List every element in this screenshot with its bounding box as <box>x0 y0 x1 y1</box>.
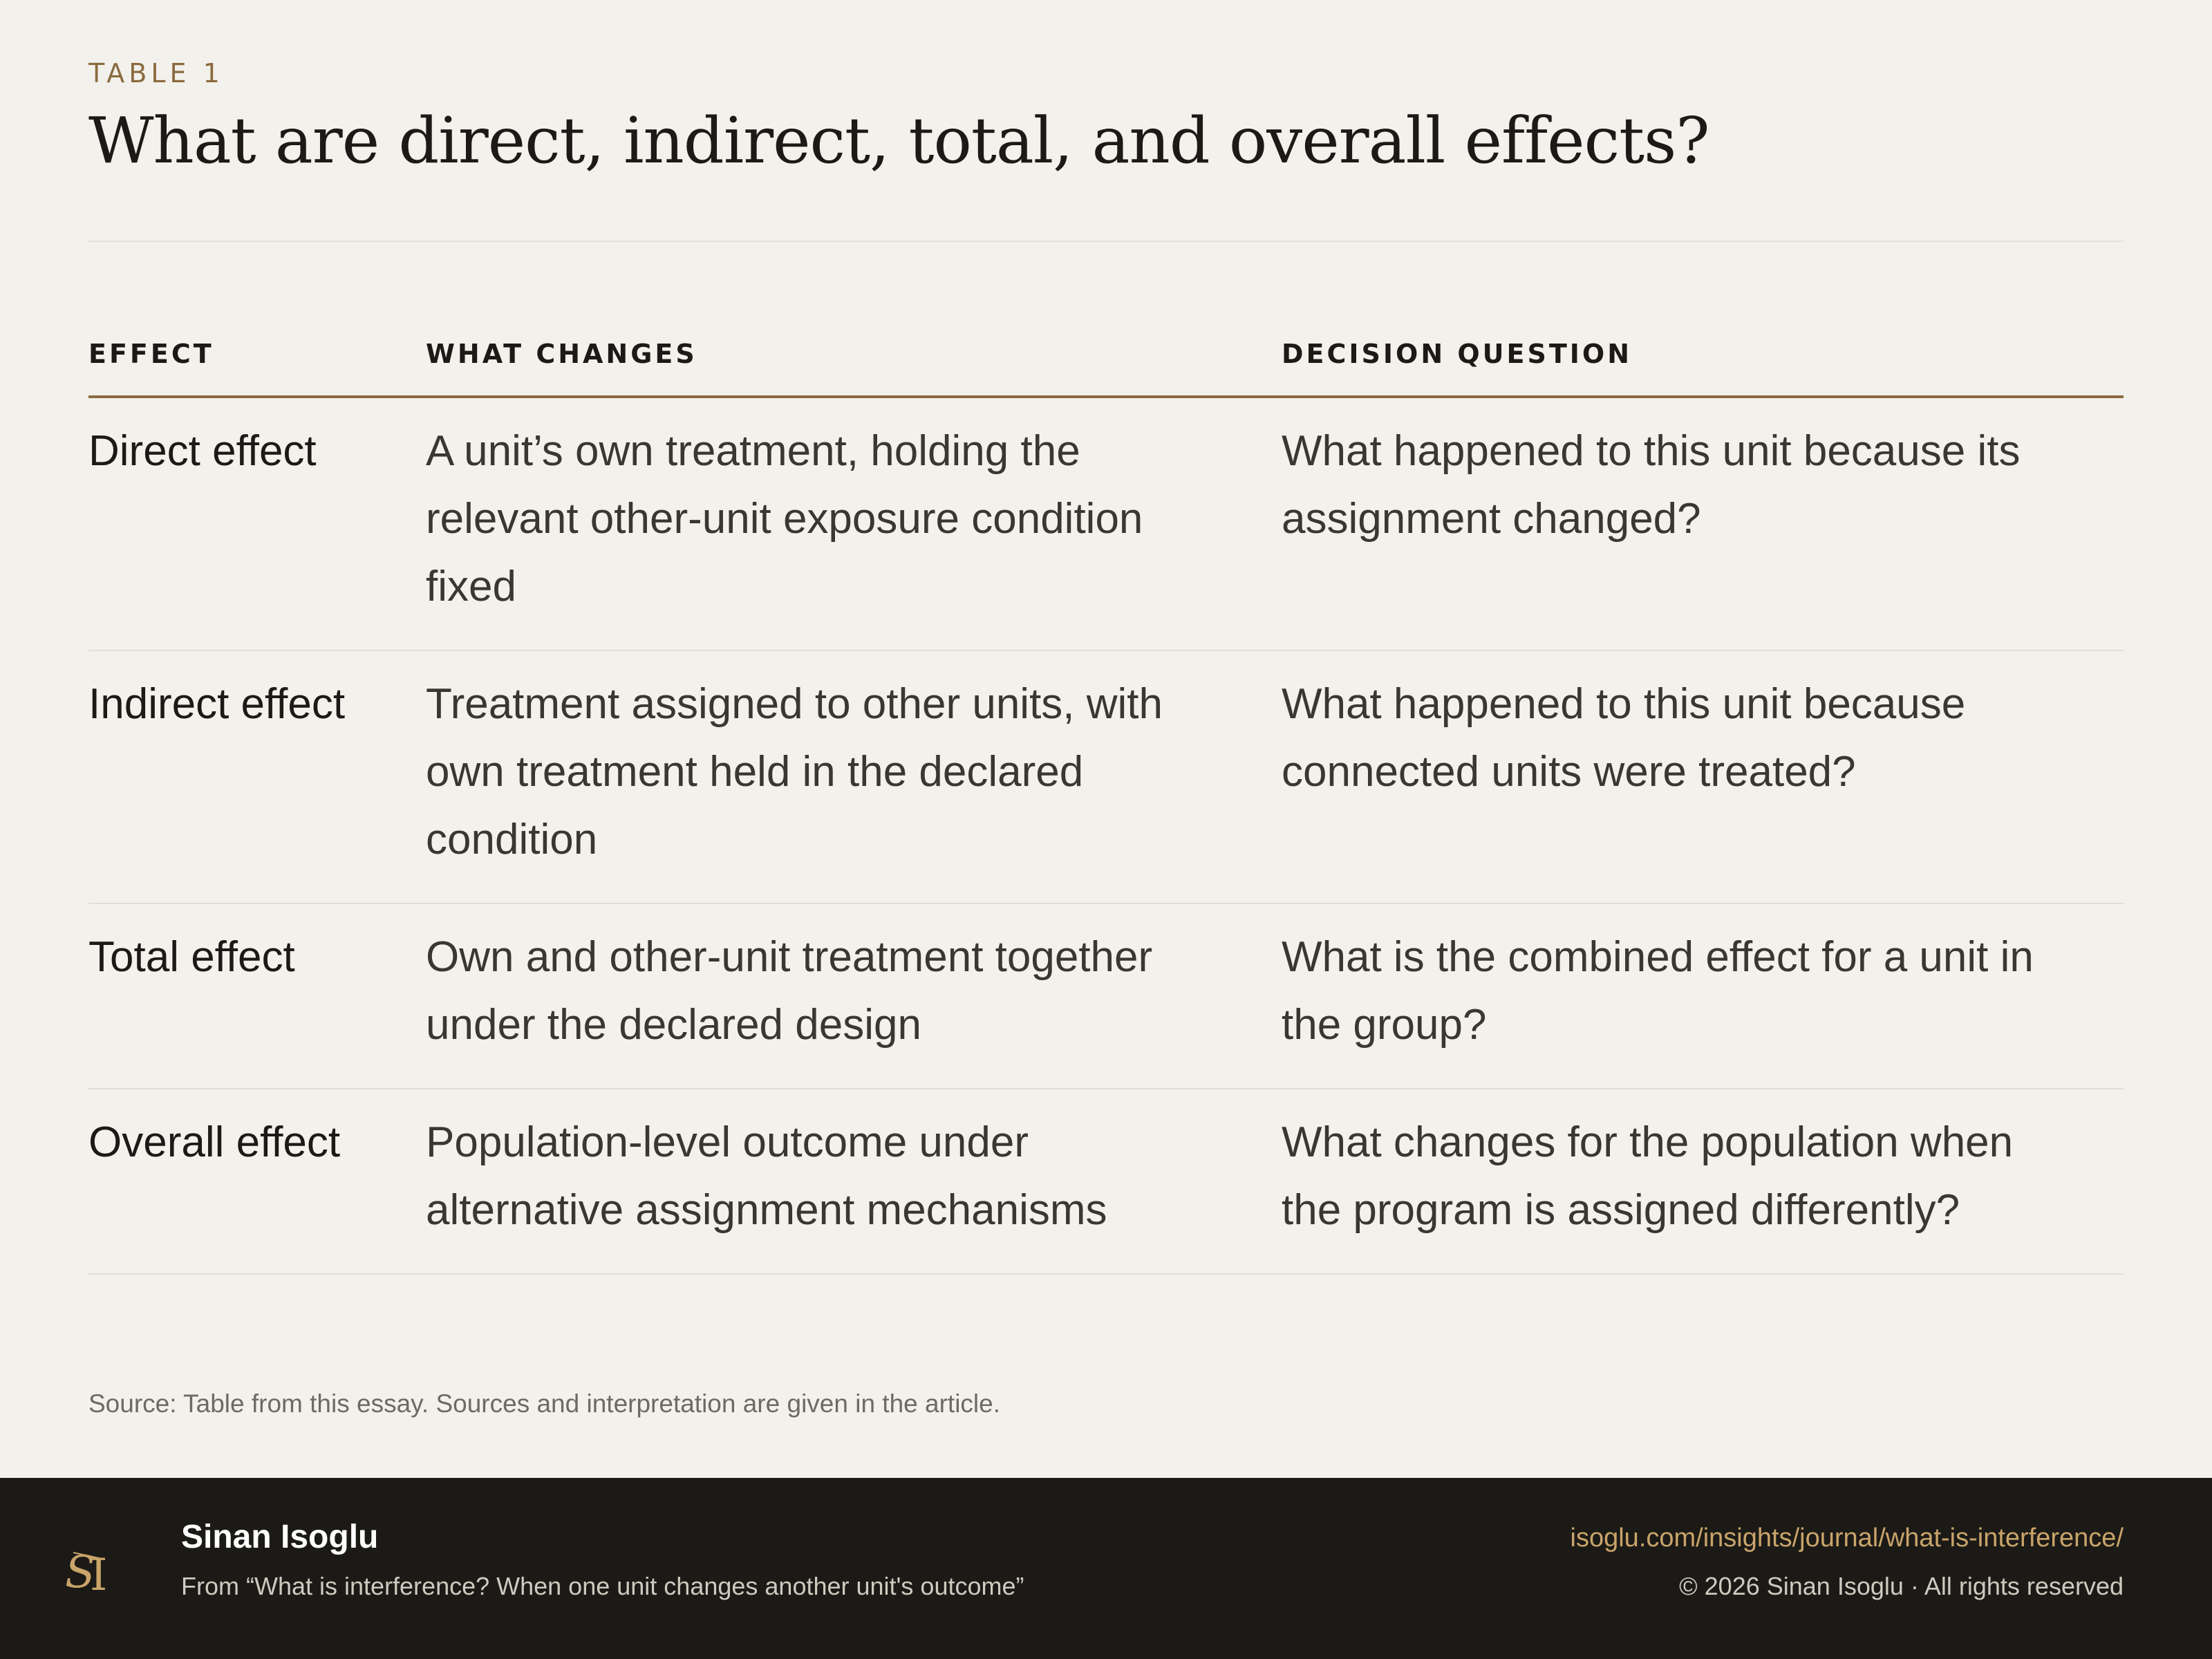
effect-cell: Direct effect <box>88 397 426 650</box>
what-changes-cell: Population-level outcome under alternative assignment mechanisms <box>426 1089 1282 1274</box>
page-title: What are direct, indirect, total, and overall effects? <box>88 104 1709 178</box>
column-header-decision-question: DECISION QUESTION <box>1282 304 2124 397</box>
column-header-effect: EFFECT <box>88 304 426 397</box>
table-label: TABLE 1 <box>88 58 224 88</box>
svg-text:S: S <box>65 1547 95 1598</box>
column-header-what-changes: WHAT CHANGES <box>426 304 1282 397</box>
table-row <box>88 1089 2124 1274</box>
table-header-row <box>88 304 2124 397</box>
decision-question-cell: What happened to this unit because its assignment changed? <box>1282 397 2124 650</box>
svg-text:I: I <box>90 1550 108 1601</box>
effects-table <box>88 304 2124 1275</box>
what-changes-cell: Treatment assigned to other units, with own treatment held in the declared condition <box>426 650 1282 903</box>
what-changes-cell: Own and other-unit treatment together under the declared design <box>426 903 1282 1089</box>
decision-question-cell: What is the combined effect for a unit in the group? <box>1282 903 2124 1089</box>
table-row <box>88 903 2124 1089</box>
title-divider <box>88 241 2124 242</box>
table-row <box>88 397 2124 650</box>
article-link[interactable]: isoglu.com/insights/journal/what-is-interference/ <box>1570 1524 2124 1553</box>
decision-question-cell: What happened to this unit because connected units were treated? <box>1282 650 2124 903</box>
effect-cell: Total effect <box>88 903 426 1089</box>
author-name: Sinan Isoglu <box>181 1519 379 1555</box>
article-reference: From “What is interference? When one unit changes another unit's outcome” <box>181 1572 1024 1600</box>
source-note: Source: Table from this essay. Sources and interpretation are given in the article. <box>88 1389 1000 1418</box>
effect-cell: Overall effect <box>88 1089 426 1274</box>
footer <box>0 1478 2212 1659</box>
copyright-notice: © 2026 Sinan Isoglu · All rights reserved <box>1679 1572 2124 1600</box>
effect-cell: Indirect effect <box>88 650 426 903</box>
monogram-logo-icon <box>61 1539 123 1601</box>
table-row <box>88 650 2124 903</box>
what-changes-cell: A unit’s own treatment, holding the relevant other-unit exposure condition fixed <box>426 397 1282 650</box>
decision-question-cell: What changes for the population when the program is assigned differently? <box>1282 1089 2124 1274</box>
